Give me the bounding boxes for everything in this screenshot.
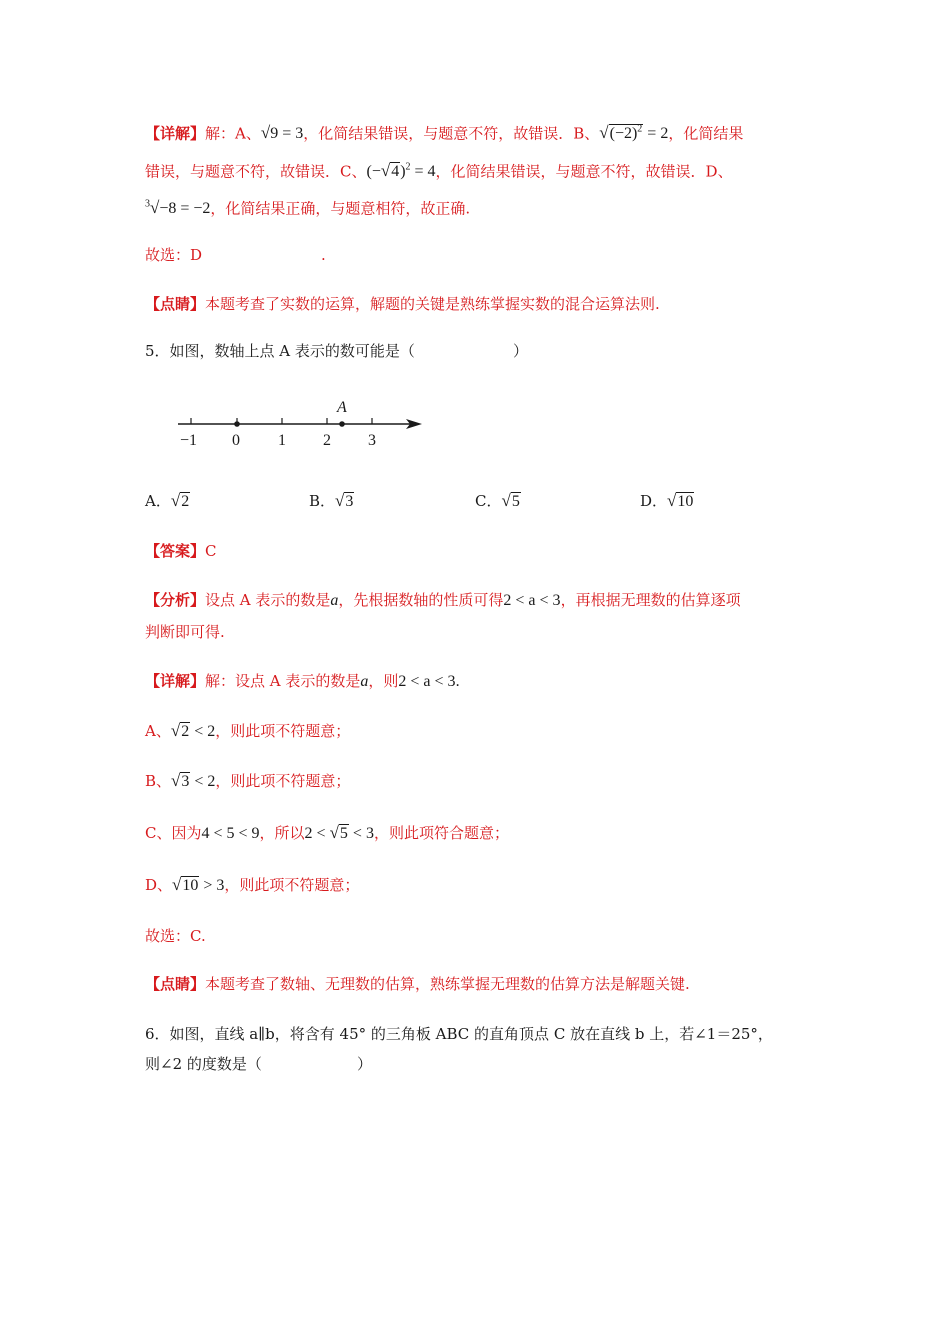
q4-detail-tag: 【详解】 xyxy=(145,124,206,143)
q4-choice-text: 故选：D xyxy=(145,246,203,264)
q4-detail-line-1 xyxy=(145,120,743,144)
q5-stem xyxy=(145,341,529,361)
option-c-radicand: 5 xyxy=(511,493,520,510)
q4-detail-math-sqrt9: √9 = 3 xyxy=(260,123,304,143)
item-c-math: 2 < √5 < 3 xyxy=(304,823,374,842)
q5-number-line-figure xyxy=(170,395,430,455)
item-a-prefix: A、 xyxy=(145,722,171,740)
q5-comment-text: 本题考查了数轴、无理数的估算，熟练掌握无理数的估算方法是解题关键. xyxy=(205,975,690,993)
option-d-math: √10 xyxy=(667,491,694,510)
item-d-math: √10 > 3 xyxy=(172,875,225,894)
q6-stem-line1: 6．如图，直线 a∥b，将含有 45° 的三角板 ABC 的直角顶点 C 放在直线 b 上，若∠1＝25°， xyxy=(145,1025,773,1043)
q5-option-b xyxy=(309,491,354,512)
tick-label-3: 3 xyxy=(368,432,376,449)
q6-line-2 xyxy=(145,1054,373,1074)
q4-detail-text-2a: 错误，与题意不符，故错误．C、 xyxy=(145,162,367,181)
tick-label-neg1: −1 xyxy=(180,432,198,449)
q5-detail-end: . xyxy=(455,673,460,690)
q6-stem-line2a: 则∠2 的度数是（ xyxy=(145,1055,262,1073)
item-c-ineq: 4 < 5 < 9 xyxy=(201,825,260,842)
q4-detail-text-3a: ，化简结果正确，与题意相符，故正确. xyxy=(210,199,471,218)
q4-comment-tag: 【点睛】 xyxy=(145,295,206,313)
q5-analysis-line-2 xyxy=(145,622,225,642)
q5-detail-a: 解：设点 A 表示的数是 xyxy=(205,672,361,690)
q5-analysis-ineq: 2 < a < 3 xyxy=(503,592,561,609)
tick-label-2: 2 xyxy=(323,432,331,449)
q4-detail-text-1b: ，化简结果错误，与题意不符，故错误．B、 xyxy=(303,124,600,143)
item-d-prefix: D、 xyxy=(145,876,173,894)
option-d-radicand: 10 xyxy=(677,493,694,510)
option-b-math: √3 xyxy=(335,491,354,510)
q5-item-c xyxy=(145,823,509,844)
origin-dot xyxy=(234,421,240,427)
q5-detail-var: a xyxy=(360,673,369,690)
option-d-letter: D． xyxy=(640,492,668,510)
option-a-math: √2 xyxy=(170,491,190,510)
q4-choice-dot: . xyxy=(321,246,326,264)
q5-analysis-b: ，先根据数轴的性质可得 xyxy=(338,591,504,609)
q5-answer-text: C xyxy=(205,542,217,560)
q5-detail-tag: 【详解】 xyxy=(145,672,206,690)
q4-detail-text-1a: 解：A、 xyxy=(205,124,261,143)
q5-stem-text: 5．如图，数轴上点 A 表示的数可能是（ xyxy=(145,342,415,360)
item-c-math-left: 2 < xyxy=(304,825,326,842)
point-a-label: A xyxy=(337,399,347,416)
q5-stem-close: ） xyxy=(513,342,529,360)
option-c-letter: C． xyxy=(475,492,502,510)
q5-detail-b: ，则 xyxy=(368,672,399,690)
q5-detail-ineq: 2 < a < 3 xyxy=(398,673,456,690)
item-a-math: √2 < 2 xyxy=(170,721,216,740)
q4-detail-line-3 xyxy=(145,195,470,219)
q5-option-c xyxy=(475,491,521,512)
item-d-text: ，则此项不符题意； xyxy=(224,876,360,894)
option-c-math: √5 xyxy=(501,491,520,510)
q4-detail-math-negsqrt4sq: $(-√4)^2 = 4$ xyxy=(366,161,436,181)
item-c-text: ，则此项符合题意； xyxy=(373,824,509,842)
q5-comment-tag: 【点睛】 xyxy=(145,975,206,993)
q5-detail-line xyxy=(145,671,460,692)
option-a-letter: A． xyxy=(145,492,171,510)
item-c-prefix: C、因为 xyxy=(145,824,202,842)
q5-option-d xyxy=(640,491,694,512)
q4-detail-text-1c: ，化简结果 xyxy=(668,124,744,143)
option-b-radicand: 3 xyxy=(345,493,354,510)
q5-analysis-c: ，再根据无理数的估算逐项 xyxy=(560,591,741,609)
option-b-letter: B． xyxy=(309,492,336,510)
q4-comment-line xyxy=(145,294,660,314)
q4-choice-line xyxy=(145,245,326,265)
q5-analysis-line-1 xyxy=(145,590,741,611)
q4-comment-text: 本题考查了实数的运算，解题的关键是熟练掌握实数的混合运算法则. xyxy=(205,295,660,313)
q5-analysis-line2: 判断即可得. xyxy=(145,623,225,641)
tick-label-1: 1 xyxy=(278,432,286,449)
item-b-text: ，则此项不符题意； xyxy=(215,772,351,790)
q5-answer-line xyxy=(145,541,217,561)
q4-cuberoot-expr: −8 = −2 xyxy=(159,200,211,218)
point-a-dot xyxy=(339,421,345,427)
item-a-text: ，则此项不符题意； xyxy=(215,722,351,740)
q5-comment-line xyxy=(145,974,690,994)
q5-analysis-var: a xyxy=(330,592,339,609)
item-d-ineq: > 3 xyxy=(203,877,225,894)
q4-detail-math-cuberoot: $^3$√−8 = −2 xyxy=(145,198,211,218)
item-b-ineq: < 2 xyxy=(194,773,216,790)
q5-choice-line xyxy=(145,926,206,946)
q5-analysis-a: 设点 A 表示的数是 xyxy=(205,591,331,609)
q4-detail-math-sqrt-neg2sq: $√(-2)^2 = 2$ xyxy=(599,123,669,143)
item-c-math-right: < 3 xyxy=(352,825,374,842)
q5-answer-tag: 【答案】 xyxy=(145,542,206,560)
item-a-ineq: < 2 xyxy=(194,723,216,740)
q5-item-d xyxy=(145,875,359,896)
q6-stem-line2b: ） xyxy=(357,1055,373,1073)
q4-sqrt-neg2sq-result: = 2 xyxy=(647,125,669,143)
q4-negsqrt4sq-result: = 4 xyxy=(414,163,436,181)
q4-detail-text-2b: ，化简结果错误，与题意不符，故错误．D、 xyxy=(435,162,733,181)
item-c-mid: ，所以 xyxy=(259,824,305,842)
q6-line-1 xyxy=(145,1024,773,1044)
q5-item-a xyxy=(145,721,350,742)
item-b-prefix: B、 xyxy=(145,772,172,790)
q5-option-a xyxy=(145,491,190,512)
q5-choice-text: 故选：C. xyxy=(145,927,206,945)
q4-sqrt9-expr: 9 = 3 xyxy=(270,125,304,143)
q5-analysis-tag: 【分析】 xyxy=(145,591,206,609)
option-a-radicand: 2 xyxy=(181,493,190,510)
q4-detail-line-2 xyxy=(145,158,733,182)
tick-label-0: 0 xyxy=(232,432,240,449)
q5-item-b xyxy=(145,771,350,792)
item-b-math: √3 < 2 xyxy=(171,771,216,790)
